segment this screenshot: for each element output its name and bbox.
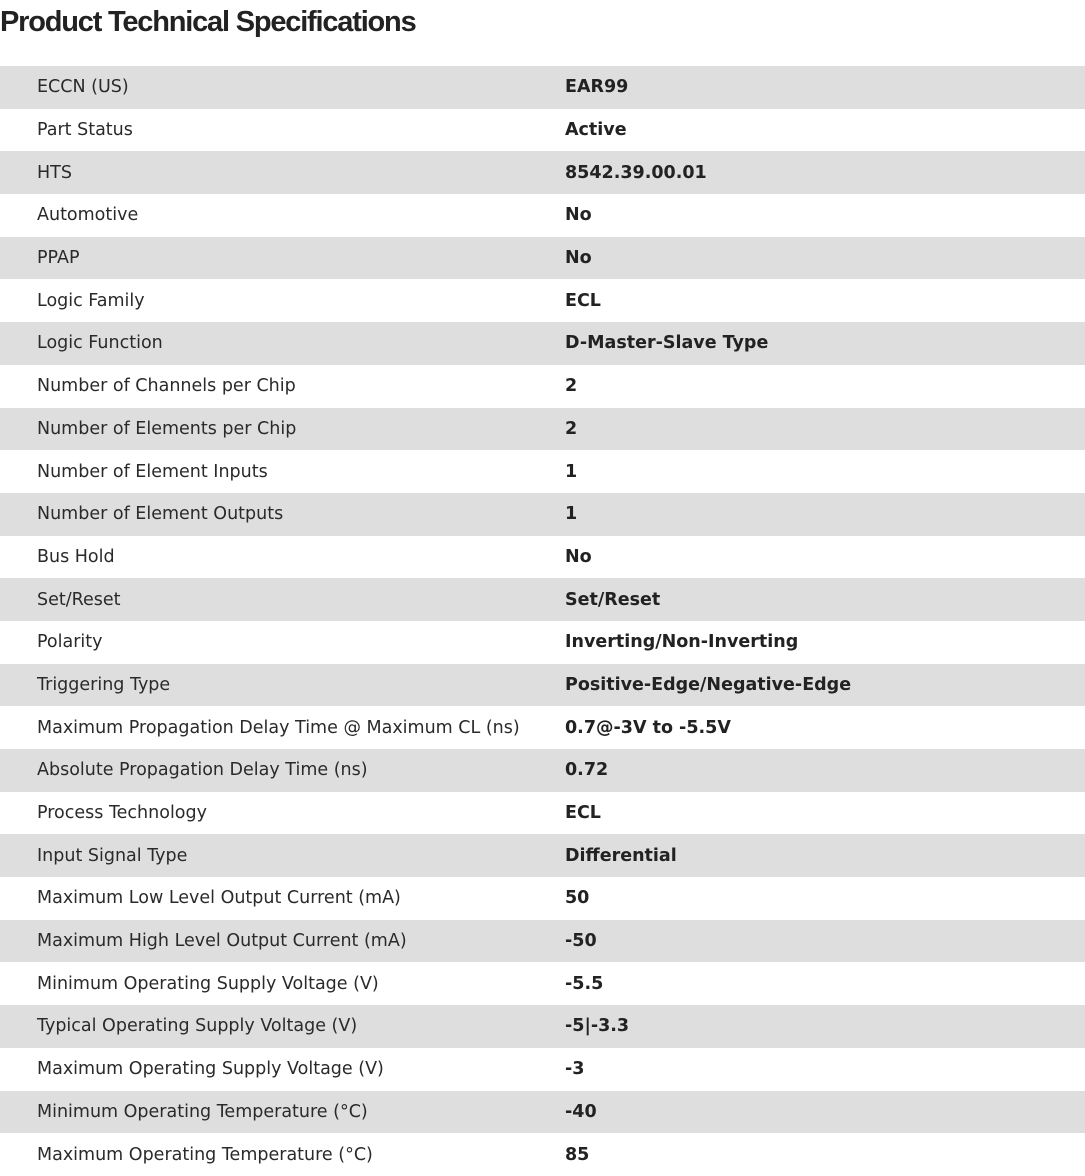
table-row [0, 877, 1085, 920]
table-row [0, 749, 1085, 792]
spec-label: Set/Reset [37, 589, 121, 610]
spec-value: 50 [565, 888, 590, 909]
spec-value: 0.7@-3V to -5.5V [565, 717, 731, 738]
spec-label: Maximum Propagation Delay Time @ Maximum CL (ns) [37, 717, 520, 738]
table-row [0, 450, 1085, 493]
table-row [0, 1048, 1085, 1091]
spec-label: HTS [37, 162, 72, 183]
spec-label: Number of Elements per Chip [37, 418, 297, 439]
spec-label: Minimum Operating Temperature (°C) [37, 1101, 368, 1122]
spec-label: Process Technology [37, 803, 207, 824]
spec-value: 2 [565, 418, 578, 439]
spec-label: Part Status [37, 120, 133, 141]
spec-value: ECL [565, 803, 601, 824]
spec-table [0, 66, 1085, 1176]
spec-label: ECCN (US) [37, 77, 129, 98]
spec-value: 2 [565, 376, 578, 397]
spec-value: -40 [565, 1101, 597, 1122]
table-row [0, 834, 1085, 877]
spec-label: Bus Hold [37, 546, 115, 567]
spec-value: 0.72 [565, 760, 609, 781]
spec-value: 1 [565, 504, 578, 525]
spec-label: Automotive [37, 205, 139, 226]
spec-label: Maximum Operating Temperature (°C) [37, 1144, 373, 1165]
spec-label: Number of Element Inputs [37, 461, 268, 482]
spec-value: 8542.39.00.01 [565, 162, 707, 183]
table-row [0, 279, 1085, 322]
table-row [0, 1091, 1085, 1134]
spec-label: Logic Function [37, 333, 163, 354]
table-row [0, 493, 1085, 536]
spec-label: Maximum High Level Output Current (mA) [37, 931, 407, 952]
table-row [0, 151, 1085, 194]
table-row [0, 1133, 1085, 1176]
table-row [0, 66, 1085, 109]
table-row [0, 365, 1085, 408]
spec-table-body [0, 66, 1085, 1176]
table-row [0, 578, 1085, 621]
spec-label: Maximum Operating Supply Voltage (V) [37, 1059, 384, 1080]
spec-value: EAR99 [565, 77, 629, 98]
spec-label: PPAP [37, 248, 80, 269]
page-title: Product Technical Specifications [0, 6, 416, 38]
table-row [0, 920, 1085, 963]
spec-value: Inverting/Non-Inverting [565, 632, 799, 653]
table-row [0, 408, 1085, 451]
spec-value: 85 [565, 1144, 590, 1165]
spec-label: Minimum Operating Supply Voltage (V) [37, 973, 379, 994]
spec-value: No [565, 546, 592, 567]
table-row [0, 962, 1085, 1005]
table-row [0, 322, 1085, 365]
table-row [0, 536, 1085, 579]
spec-value: ECL [565, 290, 601, 311]
spec-label: Number of Channels per Chip [37, 376, 296, 397]
spec-label: Input Signal Type [37, 845, 188, 866]
table-row [0, 706, 1085, 749]
spec-value: No [565, 248, 592, 269]
spec-value: 1 [565, 461, 578, 482]
spec-value: -5.5 [565, 973, 604, 994]
table-row [0, 621, 1085, 664]
spec-label: Absolute Propagation Delay Time (ns) [37, 760, 368, 781]
spec-label: Polarity [37, 632, 103, 653]
spec-label: Maximum Low Level Output Current (mA) [37, 888, 401, 909]
spec-value: -3 [565, 1059, 585, 1080]
spec-label: Logic Family [37, 290, 145, 311]
table-row [0, 194, 1085, 237]
spec-value: Differential [565, 845, 677, 866]
spec-value: No [565, 205, 592, 226]
spec-value: Positive-Edge/Negative-Edge [565, 674, 852, 695]
spec-value: D-Master-Slave Type [565, 333, 769, 354]
table-row [0, 1005, 1085, 1048]
table-row [0, 664, 1085, 707]
spec-value: -5|-3.3 [565, 1016, 630, 1037]
spec-label: Number of Element Outputs [37, 504, 284, 525]
spec-value: Set/Reset [565, 589, 661, 610]
spec-value: -50 [565, 931, 597, 952]
spec-label: Typical Operating Supply Voltage (V) [37, 1016, 358, 1037]
table-row [0, 109, 1085, 152]
spec-value: Active [565, 120, 627, 141]
table-row [0, 792, 1085, 835]
spec-label: Triggering Type [37, 674, 171, 695]
table-row [0, 237, 1085, 280]
